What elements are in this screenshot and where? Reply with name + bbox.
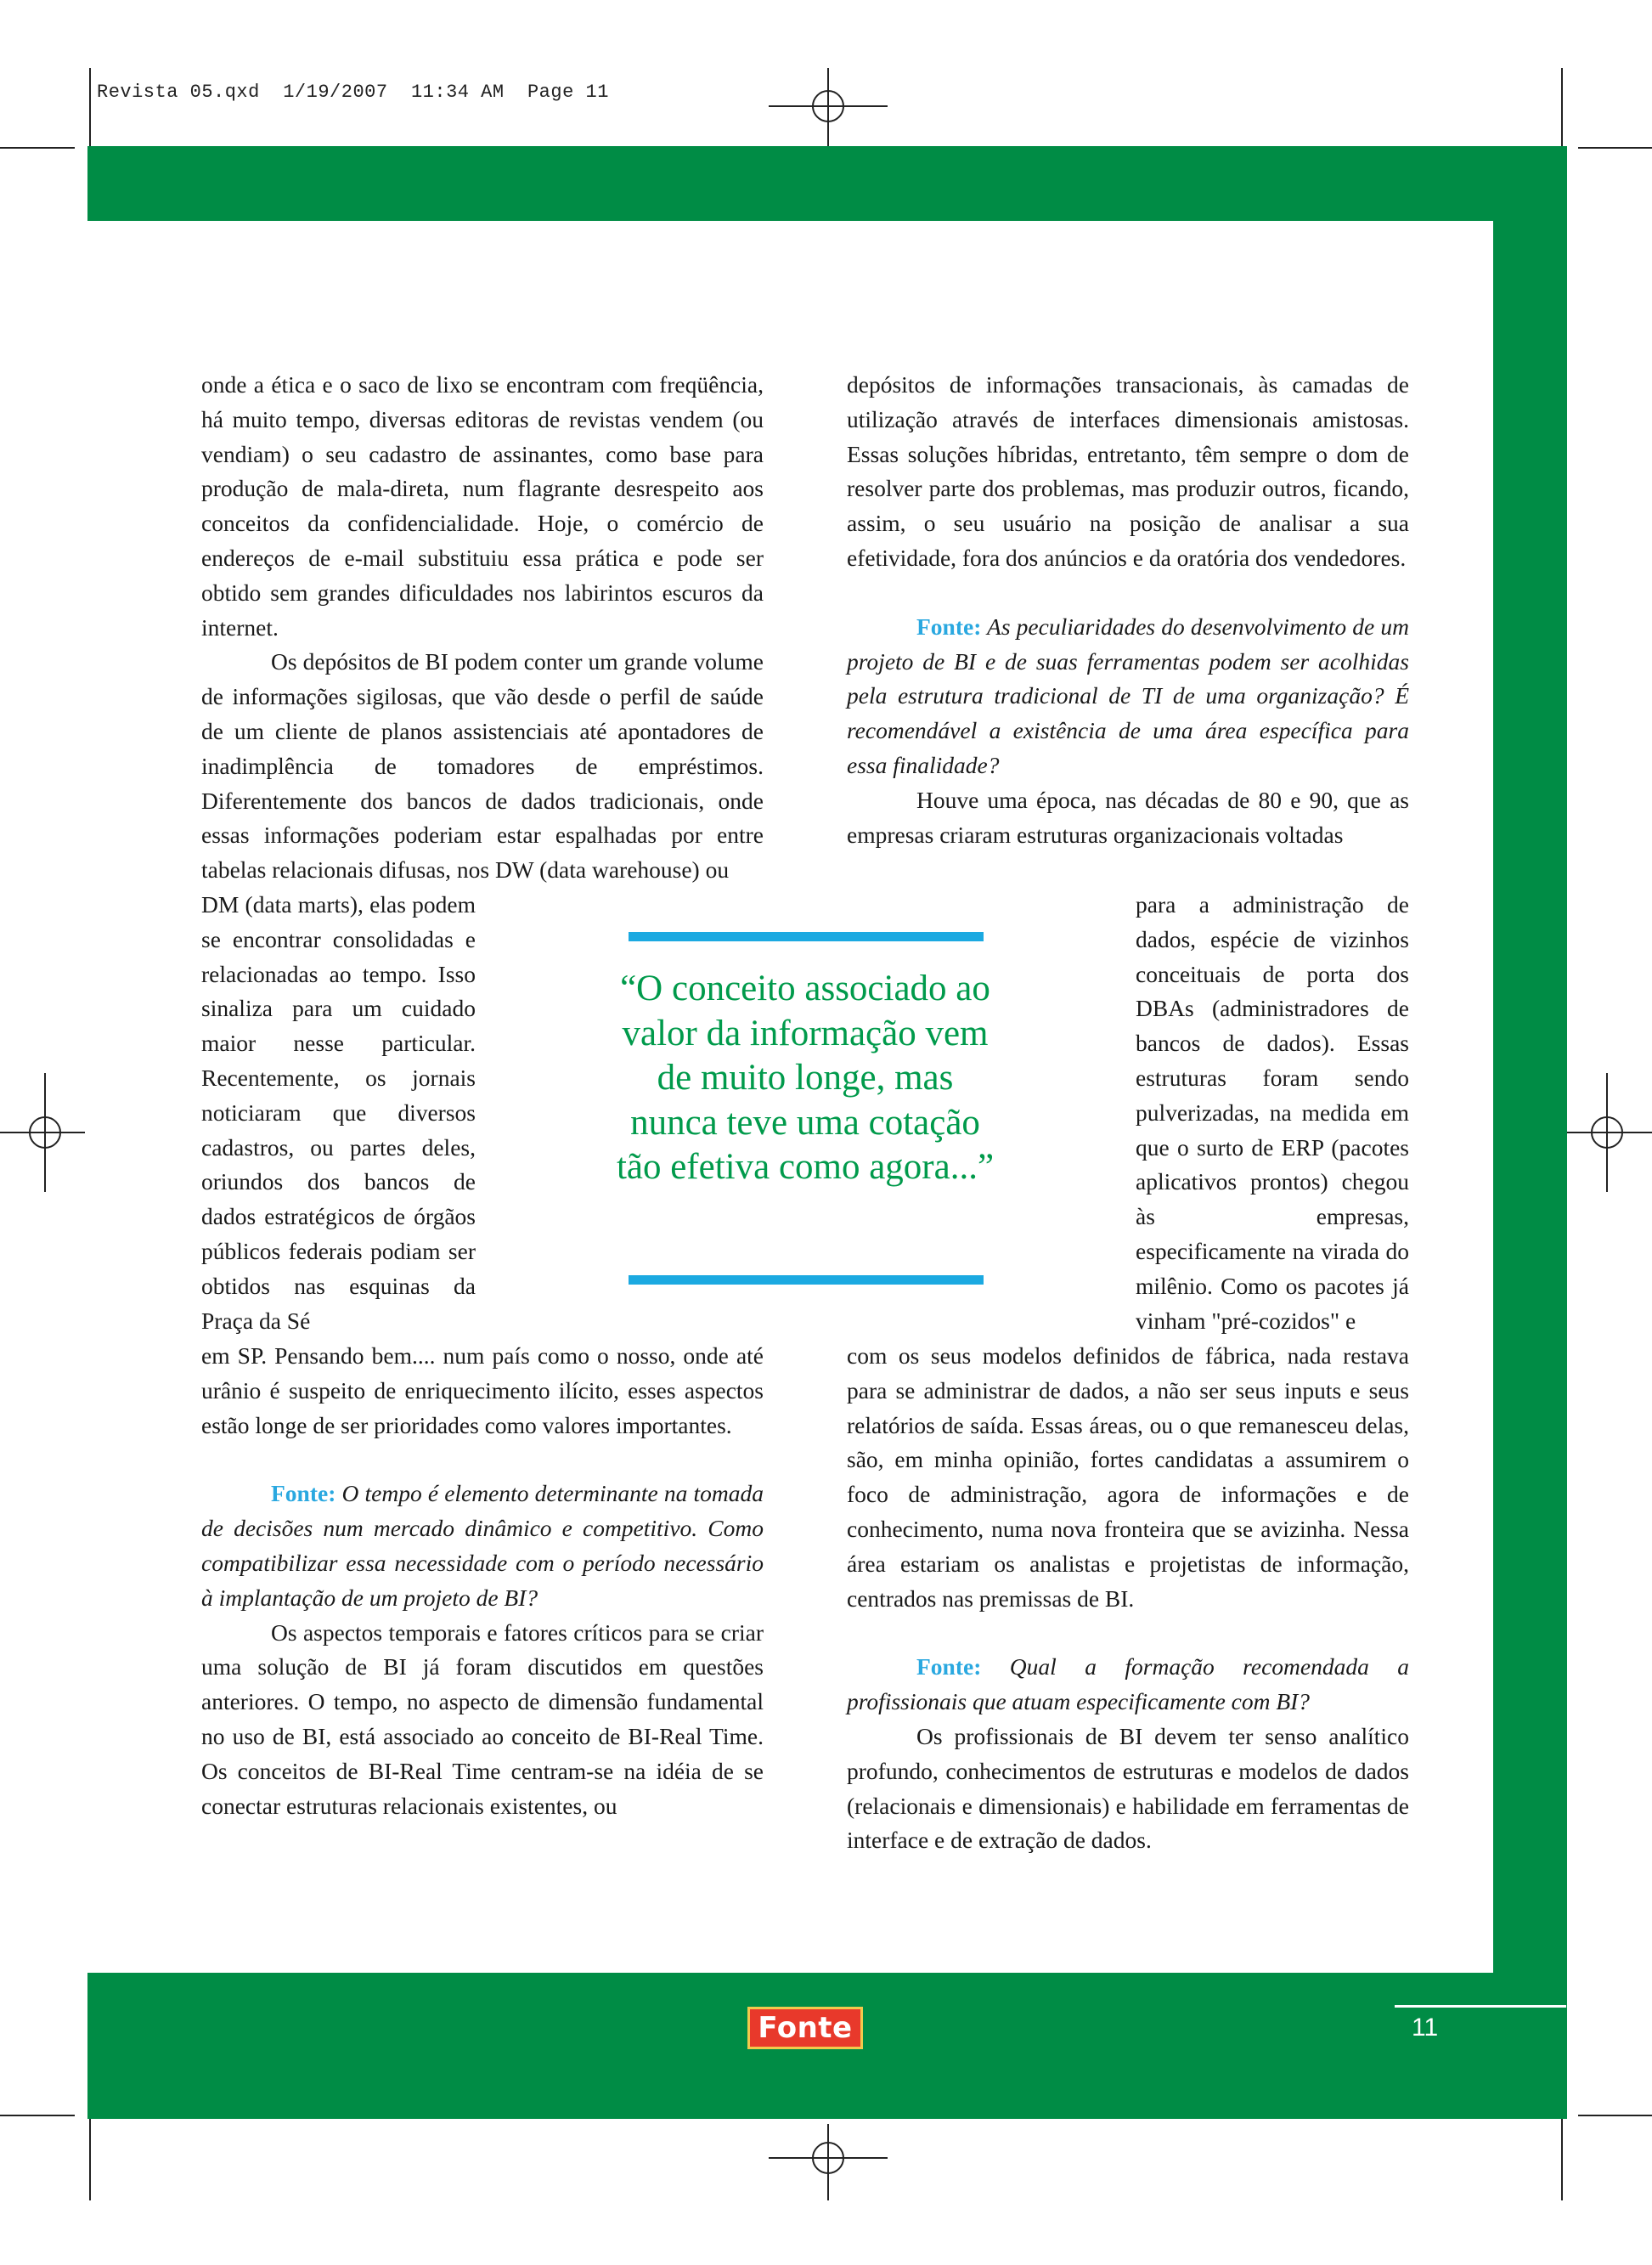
paragraph-wrap: para a administração de dados, espécie de vizinhos conceituais de porta dos DBAs (administradores de bancos de dados). Essas estruturas foram sendo pulverizadas, na medida em que o surto de ERP (pacotes aplicativos prontos) chegou às empresas, especificamente na virada do milênio. Como os pacotes já vinham "pré-cozidos" e (1136, 891, 1409, 1334)
crop-mark (1561, 68, 1563, 150)
fonte-logo (747, 2007, 863, 2049)
page-number: 11 (1412, 2014, 1439, 2042)
left-column-top (201, 368, 764, 888)
crop-mark (1561, 2115, 1563, 2200)
paragraph-wrap: DM (data marts), elas podem se encontrar consolidadas e relacionadas ao tempo. Isso sinaliza para um cuidado maior nesse particular. Recentemente, os jornais noticiaram que diversos cadastros, ou partes deles, oriundos dos bancos de dados estratégicos de órgãos públicos federais podiam ser obtidos nas esquinas da Praça da Sé (201, 891, 476, 1334)
registration-mark-icon (769, 68, 888, 153)
paragraph: Os profissionais de BI devem ter senso analítico profundo, conhecimentos de estruturas e modelos de dados (relacionais e dimensionais) e habilidade em ferramentas de interface e de extração de dados. (847, 1722, 1409, 1854)
pull-quote-rule (629, 932, 984, 941)
registration-mark-icon (1567, 1073, 1652, 1192)
registration-mark-icon (769, 2124, 888, 2200)
crop-mark (89, 2115, 91, 2200)
question-label: Fonte: (916, 613, 982, 640)
registration-mark-icon (0, 1073, 85, 1192)
question-label: Fonte: (271, 1480, 336, 1507)
question-text: Qual a formação recomendada a profissionais que atuam especificamente com BI? (847, 1653, 1410, 1715)
crop-mark (0, 2115, 75, 2116)
question-text: O tempo é elemento determinante na tomada de decisões num mercado dinâmico e competitivo. Como compatibilizar essa necessidade com o período necessário à implantação de um projeto de BI? (201, 1480, 764, 1611)
paragraph: onde a ética e o saco de lixo se encontram com freqüência, há muito tempo, diversas editoras de revistas vendem (ou vendiam) o seu cadastro de assinantes, como base para produção de mala-direta, num flagrante desrespeito aos conceitos da confidencialidade. Hoje, o comércio de endereços de e-mail substituiu essa prática e pode ser obtido sem grandes dificuldades nos labirintos escuros da internet. (201, 371, 764, 641)
logo-text: Fonte (758, 2011, 853, 2045)
paragraph: depósitos de informações transacionais, às camadas de utilização através de interfaces dimensionais amistosas. Essas soluções híbridas, entretanto, têm sempre o dom de resolver parte dos problemas, mas produzir outros, ficando, assim, o seu usuário na posição de analisar a sua efetividade, fora dos anúncios e da oratória dos vendedores. (847, 371, 1409, 571)
left-column-wrap (201, 888, 476, 1338)
pull-quote: “O conceito associado ao valor da informação vem de muito longe, mas nunca teve uma cotação tão efetiva como agora...” (616, 969, 995, 1187)
paragraph: Houve uma época, nas décadas de 80 e 90, que as empresas criaram estruturas organizacionais voltadas (847, 786, 1409, 848)
right-column-bottom (847, 1339, 1409, 1858)
printer-slug: Revista 05.qxd 1/19/2007 11:34 AM Page 11 (97, 82, 609, 103)
paragraph: em SP. Pensando bem.... num país como o nosso, onde até urânio é suspeito de enriquecimento ilícito, esses aspectos estão longe de ser prioridades como valores importantes. (201, 1342, 764, 1438)
right-column-wrap (1136, 888, 1409, 1338)
crop-mark (1578, 2115, 1652, 2116)
question-text: As peculiaridades do desenvolvimento de um projeto de BI e de suas ferramentas podem ser acolhidas pela estrutura tradicional de TI de uma organização? É recomendável a existência de uma área específica para essa finalidade? (847, 613, 1409, 778)
crop-mark (89, 68, 91, 150)
paragraph: Os aspectos temporais e fatores críticos para se criar uma solução de BI já foram discutidos em questões anteriores. O tempo, no aspecto de dimensão fundamental no uso de BI, está associado ao conceito de BI-Real Time. Os conceitos de BI-Real Time centram-se na idéia de se conectar estruturas relacionais existentes, ou (201, 1618, 764, 1819)
right-column-top (847, 368, 1409, 852)
paragraph: Os depósitos de BI podem conter um grande volume de informações sigilosas, que vão desde o perfil de saúde de um cliente de planos assistenciais até apontadores de inadimplência de tomadores de empréstimos. Diferentemente dos bancos de dados tradicionais, onde essas informações poderiam estar espalhadas por entre tabelas relacionais difusas, nos DW (data warehouse) ou (201, 648, 764, 884)
crop-mark (0, 147, 75, 149)
page-number-rule (1395, 2005, 1566, 2008)
right-band (1493, 146, 1567, 2119)
crop-mark (1578, 147, 1652, 149)
question (847, 1650, 1409, 1720)
left-column-bottom (201, 1339, 764, 1823)
question-label: Fonte: (916, 1653, 982, 1680)
question (847, 610, 1409, 783)
paragraph: com os seus modelos definidos de fábrica, nada restava para se administrar de dados, a não ser seus inputs e seus relatórios de saída. Essas áreas, ou o que remanesceu delas, são, em minha opinião, fortes candidatas a assumirem o foco de administração, agora de informações e de conhecimento, numa nova fronteira que se avizinha. Nessa área estariam os analistas e projetistas de informação, centrados nas premissas de BI. (847, 1342, 1409, 1612)
question (201, 1477, 764, 1615)
top-band (87, 146, 1567, 221)
pull-quote-rule (629, 1275, 984, 1285)
